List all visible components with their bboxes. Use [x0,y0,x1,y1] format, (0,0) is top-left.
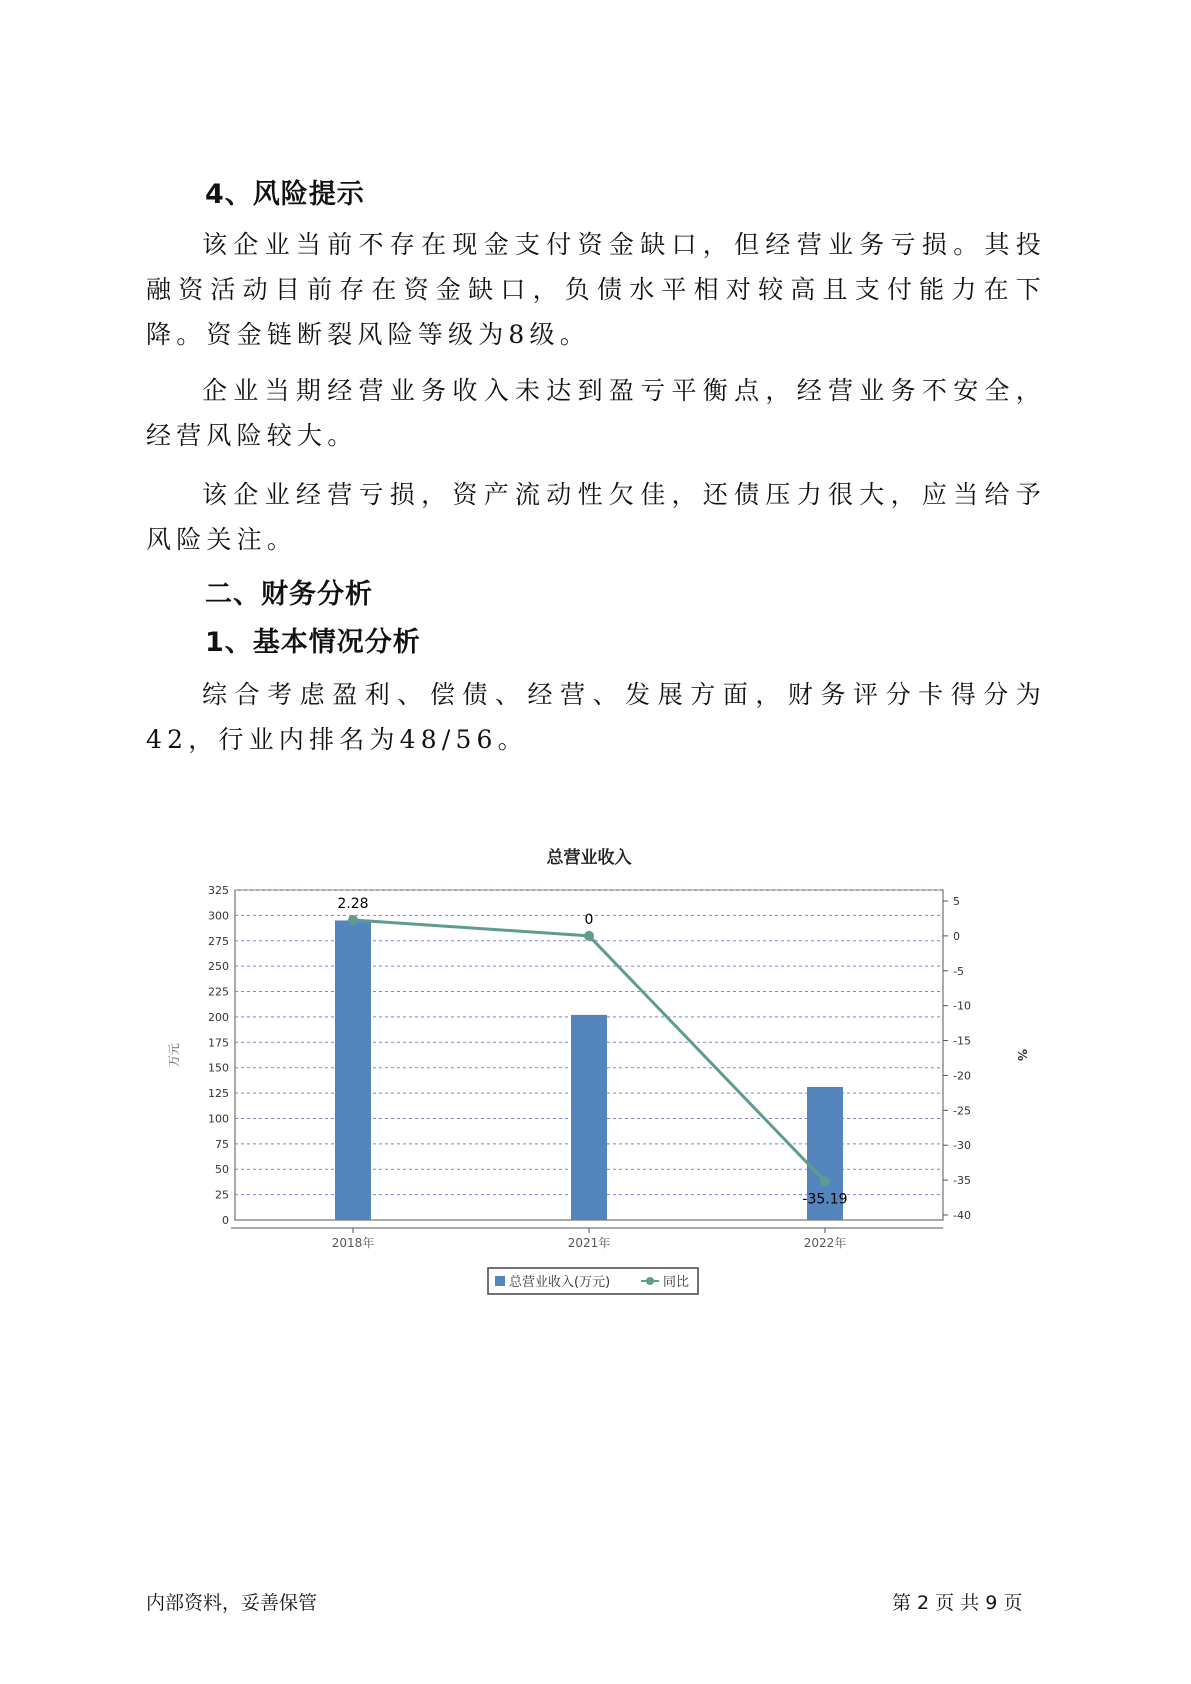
paragraph-risk-breakeven: 企业当期经营业务收入未达到盈亏平衡点，经营业务不安全，经营风险较大。 [146,376,1046,450]
data-label: 2.28 [337,895,369,912]
x-tick-label: 2022年 [803,1236,847,1250]
legend-swatch-point [646,1277,654,1285]
legend-label-bar: 总营业收入(万元) [509,1275,611,1290]
y-right-tick-label: -25 [953,1104,971,1118]
y-tick-label: 200 [208,1010,229,1024]
y-tick-label: 300 [208,909,229,923]
y-tick-label: 150 [208,1061,229,1075]
y-right-tick-label: -40 [953,1209,971,1222]
paragraph-risk-liquidity: 该企业经营亏损，资产流动性欠佳，还债压力很大，应当给予风险关注。 [146,480,1046,554]
legend-label-line: 同比 [663,1275,690,1290]
section-heading-finance: 二、财务分析 [205,579,373,610]
y-right-tick-label: 0 [953,929,960,943]
legend-swatch-bar [495,1276,505,1286]
data-label: 0 [584,911,594,928]
x-tick-label: 2021年 [567,1236,611,1250]
line-point [348,915,358,925]
footer-confidential: 内部资料，妥善保管 [146,1592,318,1614]
revenue-chart-svg [140,835,1060,1305]
y-tick-label: 325 [208,884,229,897]
y-right-axis-label: % [1015,1048,1029,1062]
bar [571,1015,607,1220]
y-tick-label: 0 [222,1214,229,1227]
y-tick-label: 275 [208,934,229,948]
y-tick-label: 75 [215,1137,229,1151]
y-right-tick-label: -35 [953,1174,971,1188]
footer-page-number: 第 2 页 共 9 页 [892,1592,1023,1614]
revenue-chart [140,835,1060,1305]
y-right-tick-label: 5 [953,895,960,908]
line-point [584,931,594,941]
y-tick-label: 100 [208,1112,229,1126]
y-tick-label: 25 [215,1188,229,1202]
section-heading-risk: 4、风险提示 [205,179,365,210]
y-tick-label: 250 [208,960,229,974]
y-tick-label: 175 [208,1036,229,1050]
paragraph-scorecard: 综合考虑盈利、偿债、经营、发展方面，财务评分卡得分为42，行业内排名为48/56。 [146,680,1046,754]
y-right-tick-label: -30 [953,1139,971,1153]
bar [335,920,371,1220]
y-axis-label: 万元 [167,1042,181,1068]
x-tick-label: 2018年 [331,1236,375,1250]
chart-title: 总营业收入 [546,848,632,868]
paragraph-risk-cash: 该企业当前不存在现金支付资金缺口，但经营业务亏损。其投融资活动目前存在资金缺口，负债水平相对较高且支付能力在下降。资金链断裂风险等级为8级。 [146,230,1046,349]
y-tick-label: 125 [208,1087,229,1101]
data-label: -35.19 [802,1191,848,1208]
y-right-tick-label: -10 [953,999,971,1013]
y-right-tick-label: -15 [953,1034,971,1048]
y-tick-label: 225 [208,985,229,999]
y-right-tick-label: -20 [953,1069,971,1083]
line-point [820,1176,830,1186]
y-tick-label: 50 [215,1163,229,1177]
section-heading-basic: 1、基本情况分析 [205,627,421,658]
y-right-tick-label: -5 [953,964,964,978]
